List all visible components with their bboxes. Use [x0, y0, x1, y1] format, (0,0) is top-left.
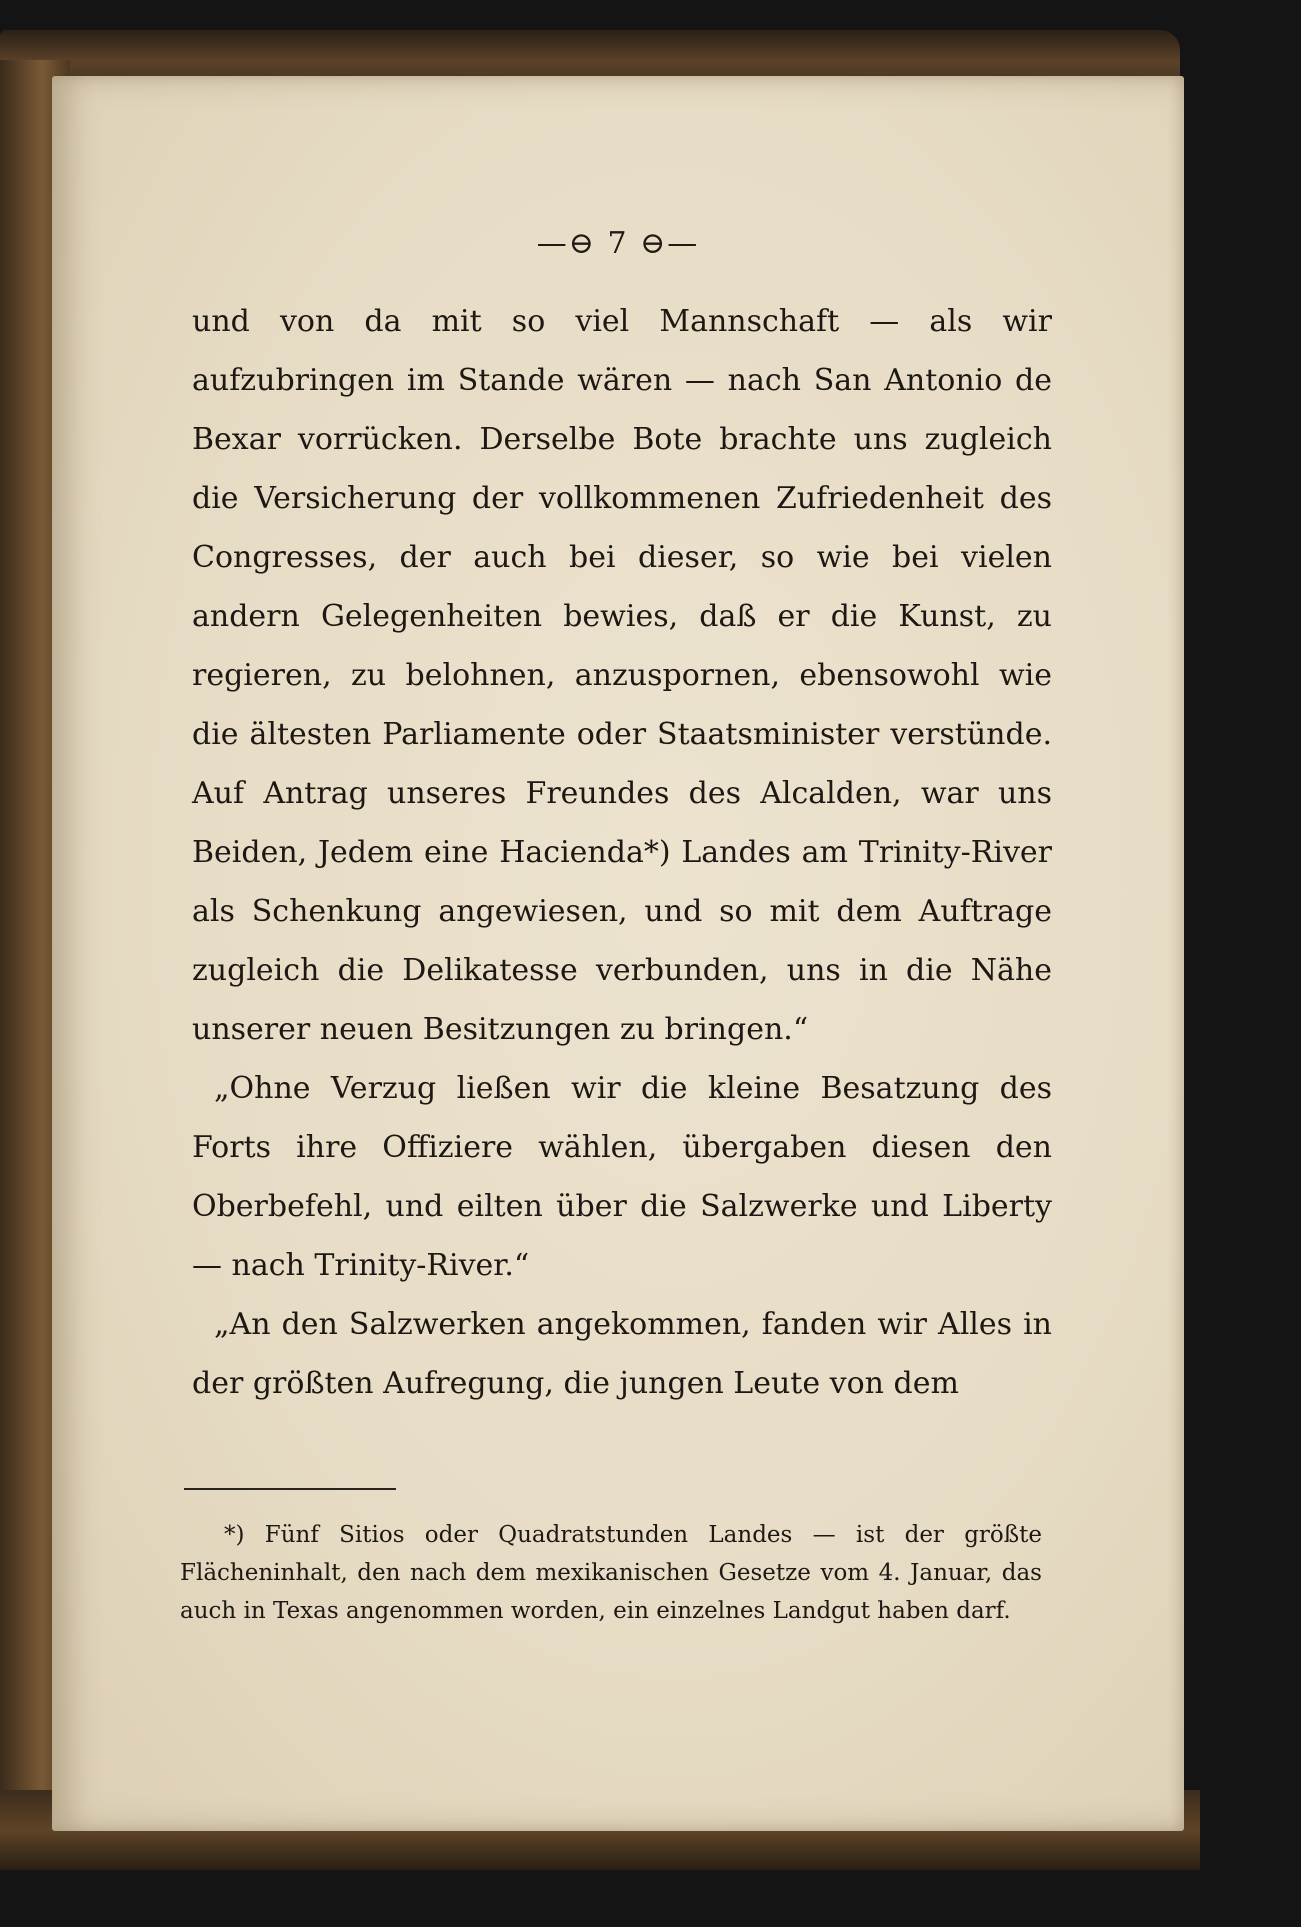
footnote-divider — [184, 1488, 396, 1490]
footnote-text: *) Fünf Sitios oder Quadratstunden Landes — ist der größte Flächeninhalt, den nach dem mexikanischen Gesetze vom 4. Januar, das auch in Texas angenommen worden, ein einzelnes Landgut haben darf. — [180, 1522, 1042, 1624]
paragraph-3: „An den Salzwerken angekommen, fanden wir Alles in der größten Aufregung, die jungen Leute von dem — [192, 1307, 1052, 1401]
footnote — [180, 1516, 1042, 1630]
paragraph-2: „Ohne Verzug ließen wir die kleine Besatzung des Forts ihre Offiziere wählen, übergaben diesen den Oberbefehl, und eilten über die Salzwerke und Liberty — nach Trinity-River.“ — [192, 1071, 1052, 1283]
body-text — [192, 292, 1052, 1413]
paragraph-1: und von da mit so viel Mannschaft — als wir aufzubringen im Stande wären — nach San Antonio de Bexar vorrücken. Derselbe Bote brachte uns zugleich die Versicherung der vollkommenen Zufriedenheit des Congresses, der auch bei dieser, so wie bei vielen andern Gelegenheiten bewies, daß er die Kunst, zu regieren, zu belohnen, anzuspornen, ebensowohl wie die ältesten Parliamente oder Staatsminister verstünde. Auf Antrag unseres Freundes des Alcalden, war uns Beiden, Jedem eine Hacienda*) Landes am Trinity-River als Schenkung angewiesen, und so mit dem Auftrage zugleich die Delikatesse verbunden, uns in die Nähe unserer neuen Besitzungen zu bringen.“ — [192, 304, 1052, 1047]
page-number: —⊖ 7 ⊖— — [536, 226, 700, 261]
book-page — [52, 76, 1184, 1831]
